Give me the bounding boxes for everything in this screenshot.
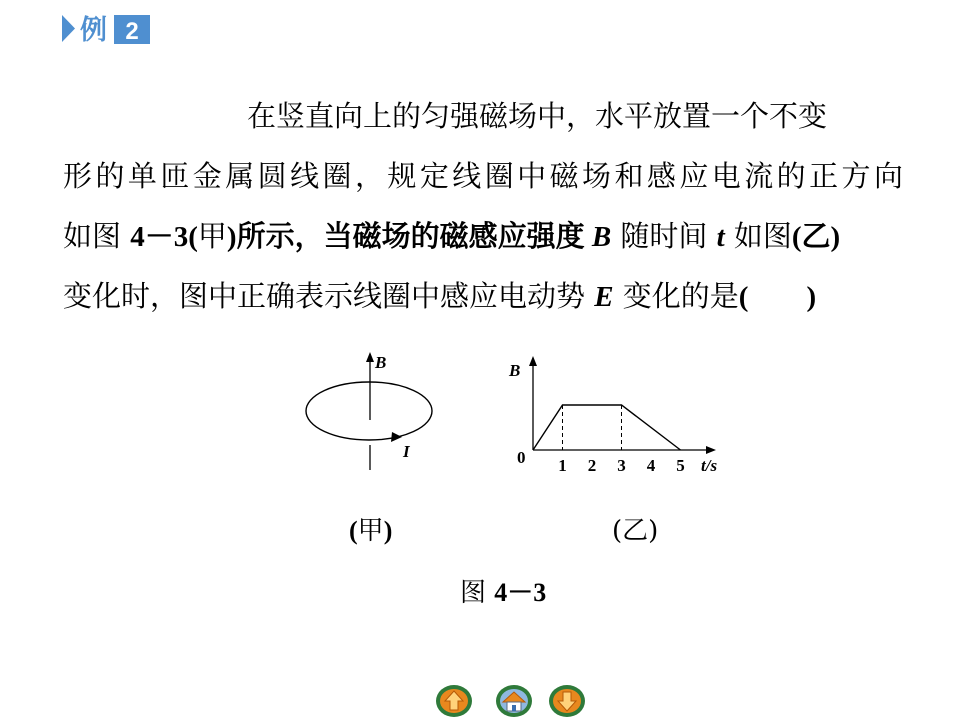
caption-yi: (乙) — [612, 516, 659, 546]
figure-ref: 4－3( — [130, 221, 198, 253]
x-tick-label: 5 — [676, 456, 685, 475]
x-tick-label: 3 — [617, 456, 626, 475]
x-tick-label: 1 — [558, 456, 567, 475]
problem-line-2: 形的单匝金属圆线圈，规定线圈中磁场和感应电流的正方向 — [63, 159, 903, 193]
x-tick-label: 2 — [587, 456, 597, 475]
current-arrow-icon — [391, 432, 402, 442]
label-B-jia: B — [375, 353, 387, 372]
y-axis-label: B — [509, 361, 521, 380]
var-B: B — [591, 221, 612, 253]
origin-label: 0 — [517, 448, 526, 467]
caption-jia: (甲) — [349, 516, 393, 546]
x-axis-arrow-icon — [706, 446, 716, 454]
x-axis-label: t/s — [701, 456, 718, 475]
var-E: E — [594, 281, 614, 313]
figure-caption: 图 4－3 — [460, 578, 547, 608]
x-tick-label: 4 — [646, 456, 656, 475]
b-field-arrow-icon — [366, 352, 374, 362]
coil-ellipse — [306, 382, 432, 440]
y-axis-arrow-icon — [529, 356, 537, 366]
home-button[interactable] — [495, 684, 533, 718]
problem-line-1: 在竖直向上的匀强磁场中，水平放置一个不变 — [247, 99, 828, 133]
badge-number: 2 — [125, 18, 139, 45]
answer-blank: ( ) — [738, 281, 817, 313]
problem-line-4: 变化时，图中正确表示线圈中感应电动势 E 变化的是( ) — [63, 279, 817, 313]
badge-label: 例 — [80, 15, 107, 45]
figure-yi-chart — [508, 356, 717, 475]
label-I: I — [403, 442, 410, 461]
figure-jia-coil — [306, 352, 432, 470]
b-t-series-line — [533, 405, 681, 450]
prev-button[interactable] — [435, 684, 473, 718]
next-button[interactable] — [548, 684, 586, 718]
problem-line-3: 如图 4－3(甲)所示，当磁场的磁感应强度 B 随时间 t 如图(乙) — [63, 219, 841, 253]
var-t: t — [716, 221, 725, 253]
